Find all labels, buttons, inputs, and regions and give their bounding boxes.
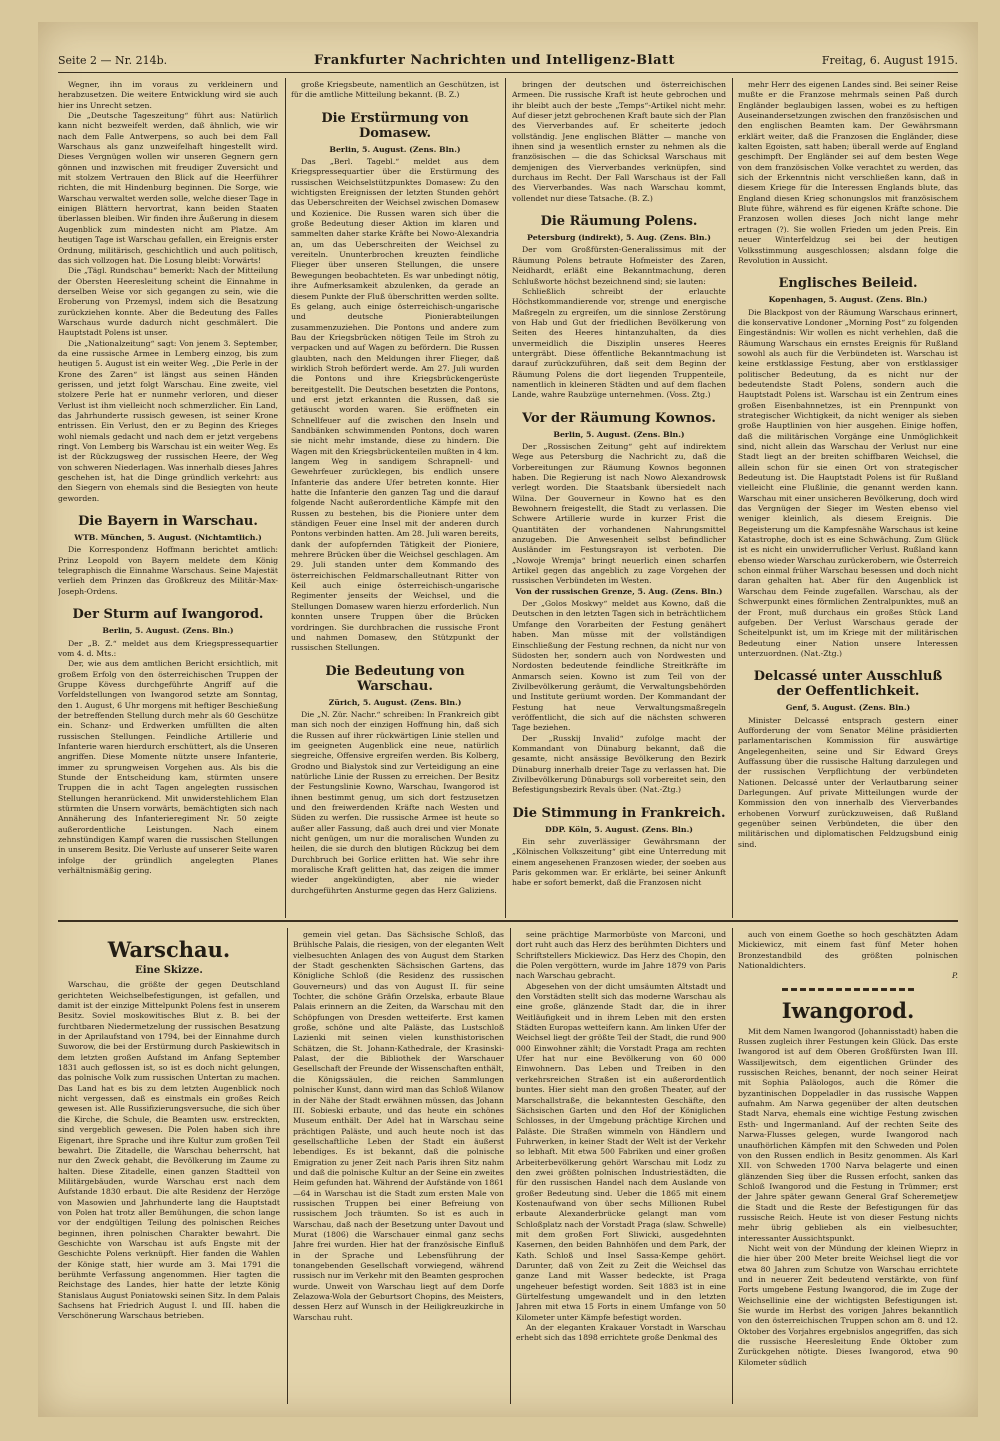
paragraph: auch von einem Goethe so hoch geschätzten Adam Mickiewicz, mit einem fast fünf Meter hohen Bronzestandbild des größten polnischen Nationaldichters. bbox=[738, 930, 958, 971]
column-3 bbox=[512, 80, 726, 916]
paragraph: An der eleganten Krakauer Vorstadt in Warschau erhebt sich das 1898 errichtete große Denkmal des bbox=[516, 1323, 726, 1343]
dateline: Berlin, 5. August. (Zens. Bln.) bbox=[553, 429, 685, 439]
column-rule bbox=[732, 78, 733, 918]
dateline: WTB. München, 5. August. (Nichtamtlich.) bbox=[74, 533, 262, 543]
paragraph: große Kriegsbeute, namentlich an Geschützen, ist für die amtliche Mitteilung bekannt. (B. Z.) bbox=[291, 80, 499, 100]
paragraph: Die „N. Zür. Nachr.“ schreiben: In Frankreich gibt man sich noch der einzigen Hoffnung hin, daß sich die Russen auf ihrer rückwärtigen Linie stellen und im geeigneten Augenblick eine neue, natürlich siegreiche, Offensive ergreifen werden. Bis Kolberg, Grodno und Bialystok sind zur Verteidigung an eine natürliche Linie der Russen zu erreichen. Der Besitz der Festungslinie Kowno, Warschau, Iwangorod ist ihnen bestimmt genug, um sich dort festzusetzen und den freiwerdenden Kräfte nach Westen und Süden zu werfen. Die russische Armee ist heute so außer aller Fassung, daß auch drei und vier Monate nicht genügen, um nur die moralischen Wunden zu heilen, die sie durch den blutigen Rückzug bei dem Durchbruch bei Gorlice erlitten hat. Wie sehr ihre moralische Kraft gelitten hat, das zeigen die immer wieder angekündigten, aber nie wieder durchgeführten Ansturme gegen das Herz Galiziens. bbox=[291, 709, 499, 895]
column-1 bbox=[58, 80, 278, 916]
paragraph: bringen der deutschen und österreichischen Armeen. Die russische Kraft ist heute gebrochen und ihr bleibt auch der beste „Temps“-Artikel nicht mehr. Auf dieser jetzt gebrochenen Kraft baute sich der Plan des Vierverbandes auf. Er scheiterte jedoch vollständig. Jene englischen Blätter — manche von ihnen sind ja wesentlich ernster zu nehmen als die französischen — die das Schicksal Warschaus mit demjenigen des Vierverbandes verknüpfen, sind durchaus im Recht. Der Fall Warschaus ist der Fall des Vierverbandes. Was nach Warschau kommt, vollendet nur diese Tatsache. (B. Z.) bbox=[512, 80, 726, 203]
feature-subheadline: Eine Skizze. bbox=[135, 965, 203, 976]
paragraph: Das „Berl. Tagebl.“ meldet aus dem Kriegspressequartier über die Erstürmung des russischen Weichselstützpunktes Domasew: Zu den wichtigsten Ereignissen der letzten Stunden gehört das Ueberschreiten der Weichsel zwischen Domasew und Kozienice. Die Russen waren sich über die große Bedeutung dieser Aktion im klaren und sammelten daher starke Kräfte bei Nowo-Alexandria an, um das Ueberschreiten der Weichsel zu vereiteln. Ununterbrochen kreuzten feindliche Flieger über unseren Stellungen, die unsere Bewegungen beobachteten. Es war unbedingt nötig, ihre Aufmerksamkeit abzulenken, da gerade an diesem Punkte der Fluß überschritten werden sollte. Es gelang, auch einige österreichisch-ungarische und deutsche Pionierabteilungen zusammenzuziehen. Die Pontons und andere zum Bau der Kriegsbrücken nötigen Teile im Stroh zu verpacken und auf Wagen zu befördern. Die Russen glaubten, nach den Meldungen ihrer Flieger, daß wirklich Stroh befördert werde. Am 27. Juli wurden die Pontons und ihre Kriegsbrückengerüste bereitgestellt. Die Deutschen besetzten die Pontons, und erst jetzt erkannten die Russen, daß sie getäuscht worden waren. Sie eröffneten ein Schnellfeuer auf die zwischen den Inseln und Sandbänken schwimmenden Pontons, doch waren sie nicht mehr imstande, diese zu hindern. Die Wagen mit den Kriegsbrückenteilen mußten in 4 km. langem Weg in sandigem Schrapnell- und Gewehrfeuer zurücklegen, bis endlich unsere Infanterie das andere Ufer betreten konnte. Hier hatte die Infanterie den ganzen Tag und die darauf folgende Nacht außerordentliche Kämpfe mit den Russen zu bestehen, bis die Pioniere unter dem ständigen Feuer eine Insel mit der anderen durch Pontons verbinden hatten. Am 28. Juli waren bereits, dank der aufopfernden Tätigkeit der Pioniere, mehrere Brücken über die Weichsel geschlagen. Am 29. Juli standen unter dem Kommando des österreichischen Feldmarschalleutnant Ritter von Keil auch einige österreichisch-ungarische Regimenter jenseits der Weichsel, und die Stellungen Domasew waren hierzu erforderlich. Nun konnten unsere Truppen über die Brücken vordringen. Sie durchbrachen die russische Front und nahmen Domasew, den Stützpunkt der russischen Stellungen. bbox=[291, 157, 499, 653]
column-rule bbox=[505, 78, 506, 918]
paragraph: Nicht weit von der Mündung der kleinen Wieprz in die hier über 200 Meter breite Weichsel liegt die vor etwa 80 Jahren zum Schutze von Warschau errichtete und in neuerer Zeit bedeutend verstärkte, von fünf Forts umgebene Festung Iwangorod, die im Zuge der Weichsellinie eine der wichtigsten Befestigungen ist. Sie wurde im Herbst des vorigen Jahres bekanntlich von den österreichischen Truppen schon am 8. und 12. Oktober des Vorjahres ergebnislos angegriffen, das sich die russische Heeresleitung Ende Oktober zum Zurückgehen nötigte. Dieses Iwangorod, etwa 90 Kilometer südlich bbox=[738, 1243, 958, 1367]
dateline: Berlin, 5. August. (Zens. Bln.) bbox=[102, 626, 234, 636]
column-rule bbox=[732, 928, 733, 1404]
article-headline: Die Erstürmung von Domasew. bbox=[321, 110, 469, 141]
paragraph: Die „Nationalzeitung“ sagt: Von jenem 3. September, da eine russische Armee in Lemberg einzog, bis zum heutigen 5. August ist ein weiter Weg. „Die Perle in der Krone des Zaren“ ist längst aus seinen Händen gerissen, und jetzt folgt Warschau. Eine zweite, viel stolzere Perle hat er nunmehr verloren, und dieser Verlust ist ihm vielleicht noch schmerzlicher. Ein Land, das Jahrhunderte russisch gewesen, ist seiner Krone entrissen. Ein Verlust, den er zu Beginn des Krieges wohl niemals gedacht und nach dem er jetzt vergebens ringt. Von Lemberg bis Warschau ist ein weiter Weg. Es ist der Rückzugsweg der russischen Heere, der Weg von schweren Niederlagen. Was innerhalb dieses Jahres geschehen ist, hat die Dinge gründlich verkehrt: aus den Siegern von ehemals sind die Besiegten von heute geworden. bbox=[58, 338, 278, 503]
article-headline: Delcassé unter Ausschluß bbox=[753, 669, 943, 685]
article-headline-continued: der Oeffentlichkeit. bbox=[776, 684, 920, 700]
author-signature: P. bbox=[951, 971, 958, 981]
article-headline: Englisches Beileid. bbox=[778, 276, 918, 292]
paragraph: Schließlich schreibt der erlauchte Höchstkommandierende vor, strenge und energische Maßregeln zu ergreifen, um die sinnlose Zerstörung von Hab und Gut der friedlichen Bevölkerung von Seiten des Heeres hintanzuhalten, da dies unvermeidlich die Disziplin unseres Heeres untergräbt. Diese öffentliche Bekanntmachung ist darauf zurückzuführen, daß seit dem Beginn der Räumung Polens die dort liegenden Truppenteile, namentlich in kleineren Städten und auf dem flachen Lande, wahre Raubzüge unternehmen. (Voss. Ztg.) bbox=[512, 286, 726, 400]
paragraph: Minister Delcassé entsprach gestern einer Aufforderung der vom Senator Méline präsidierten parlamentarischen Kommission für auswärtige Angelegenheiten, seine und Sir Edward Greys Auffassung über die russische Haltung darzulegen und der russischen Verpflichtung der verbündeten Nationen. Delcassé unter der Verlautbarung seiner Darlegungen. Auf private Mitteilungen wurde der Kommission den von innerhalb des Vierverbandes erhobenen Vorwurf zurückzuweisen, daß Rußland gegenüber seinen Verbündeten, die über den militärischen und diplomatischen Feldzugsbund einig sind. bbox=[738, 715, 958, 849]
paragraph: Der „Rossischen Zeitung“ geht auf indirektem Wege aus Petersburg die Nachricht zu, daß die Vorbereitungen zur Räumung Kownos begonnen haben. Die Regierung ist nach Nowo Alexandrowsk verlegt worden. Die Staatsbank übersiedelt nach Wilna. Der Gouverneur in Kowno hat es den Bewohnern freigestellt, die Stadt zu verlassen. Die Schwere Artillerie wurde in kurzer Frist die Quantitäten der vorhandenen Nahrungsmittel anzugeben. Die Anwesenheit selbst befindlicher Ausländer im Festungsrayon ist verboten. Die „Nowoje Wremja“ bringt neuerlich einen scharfen Artikel gegen das angeblich zu zage Vorgehen der russischen Verbündeten im Westen. bbox=[512, 441, 726, 586]
dateline: Berlin, 5. August. (Zens. Bln.) bbox=[329, 144, 461, 154]
dateline: Kopenhagen, 5. August. (Zens. Bln.) bbox=[768, 295, 928, 305]
column-rule bbox=[285, 78, 286, 918]
feature-headline: Warschau. bbox=[107, 937, 231, 962]
dateline: Genf, 5. August. (Zens. Bln.) bbox=[785, 703, 911, 713]
paragraph: seine prächtige Marmorbüste von Marconi, und dort ruht auch das Herz des berühmten Dichters und Schriftstellers Mickiewicz. Das Herz des Chopin, den die Polen vergöttern, wurde im Jahre 1879 von Paris nach Warschau gebracht. bbox=[516, 930, 726, 981]
paragraph: Wegner, ihn im voraus zu verkleinern und herabzusetzen. Die weitere Entwicklung wird sie auch hier ins Unrecht setzen. bbox=[58, 80, 278, 110]
masthead: Frankfurter Nachrichten und Intelligenz-Blatt bbox=[314, 52, 675, 68]
paragraph: Der, wie aus dem amtlichen Bericht ersichtlich, mit großem Erfolg von den österreichischen Truppen der Gruppe Kövess durchgeführte Angriff auf die Vorfeldstellungen von Iwangorod setzte am Sonntag, den 1. August, 6 Uhr morgens mit heftiger Beschießung der betreffenden Stellung durch mehr als 60 Geschütze ein. Schanz- und Erdwerken umfüllten die alten russischen Stellungen. Feindliche Artillerie und Infanterie waren hierdurch erschüttert, als die Unseren angriffen. Diese Momente nützte unsere Infanterie, immer zu sprungweisen Vorgehen aus. Als bis die Stunde der Entscheidung kam, stürmten unsere Truppen die in acht Tagen angelegten russischen Stellungen heranrückend. Mit unwiderstehlichem Elan stürmten die Unsern vorwärts, bemächtigten sich nach Annäherung des Infanterieregiment Nr. 50 zeigte außerordentliche Leistungen. Nach einem zehnstündigen Kampf waren die russischen Stellungen in unserem Besitz. Die Verluste auf unserer Seite waren infolge der gründlich angelegten Planes verhältnismäßig gering. bbox=[58, 659, 278, 876]
feature-iwangorod-col bbox=[738, 930, 958, 1404]
column-rule bbox=[510, 928, 511, 1404]
paragraph: Abgesehen von der dicht umsäumten Altstadt und den Vorstädten stellt sich das moderne Warschau als eine große, glänzende Stadt dar, die in ihrer Weitläufigkeit und in ihrem Leben mit den ersten Städten Europas wetteifern kann. Am linken Ufer der Weichsel liegt der größte Teil der Stadt, die rund 900 000 Einwohner zählt; die Vorstadt Praga am rechten Ufer hat nur eine Bevölkerung von 60 000 Einwohnern. Das Leben und Treiben in den verkehrsreichen Straßen ist ein außerordentlich buntes. Hier sieht man den großen Theater, auf der Marschallstraße, die bekanntesten Geschäfte, den Sächsischen Garten und den Hof der Königlichen Schlosses, in der Umgebung prächtige Kirchen und Paläste. Die Straßen wimmeln von Händlern und Fuhrwerken, in keiner Stadt der Welt ist der Verkehr so lebhaft. Mit etwa 500 Fabriken und einer großen Arbeiterbevölkerung gehört Warschau mit Lodz zu den zwei größten polnischen Industriestädten, die für den russischen Handel nach dem Auslande von großer Bedeutung sind. Ueber die 1865 mit einem Kostenaufwand von über sechs Millionen Rubel erbaute Alexanderbrücke gelangt man vom Schloßplatz nach der Vorstadt Praga (slaw. Schwelle) mit dem großen Fort Sliwicki, ausgedehnten Kasernen, den beiden Bahnhöfen und dem Park, der Kath. Schloß und Insel Sassa-Kempe gehört. Darunter, daß von Zeit zu Zeit die Weichsel das ganze Land mit Wasser bedeckte, ist Praga ungeheuer befestigt worden. Seit 1883 ist in eine Gürtelfestung umgewandelt und in den letzten Jahren mit etwa 15 Forts in einem Umfange von 50 Kilometer unter Kämpfe befestigt worden. bbox=[516, 981, 726, 1322]
article-headline: Die Stimmung in Frankreich. bbox=[512, 805, 726, 821]
paragraph: Der „B. Z.“ meldet aus dem Kriegspressequartier vom 4. d. Mts.: bbox=[58, 638, 278, 658]
paragraph: Mit dem Namen Iwangorod (Johannisstadt) haben die Russen zugleich ihrer Festungen kein Glück. Das erste Iwangorod ist auf dem Oberen Großfürsten Iwan III. Wassiljewitsch, dem eigentlichen Gründer des russischen Reiches, benannt, der noch seiner Heirat mit Sophia Paläologos, auch die Römer die byzantinischen Doppeladler in das russische Wappen aufnahm. Am Narwa gegenüber der alten deutschen Stadt Narva, ehemals eine wichtige Festung zwischen Esth- und Ingermanland. Auf der rechten Seite des Narwa-Flusses gelegen, wurde Iwangorod nach unaufhörlichen Kämpfen mit den Schweden und Polen von den Russen endlich in Besitz genommen. Als Karl XII. von Schweden 1700 Narva belagerte und einen glänzenden Sieg über die Russen erfocht, sanken das Schloß Iwangorod und die Festung in Trümmer; erst der Jahre später gewann General Graf Scheremetjew die Stadt und die Reste der Befestigungen für das russische Reich. Heute ist von dieser Festung nichts mehr übrig geblieben als ein vielbesuchter, interessanter Aussichtspunkt. bbox=[738, 1026, 958, 1243]
paragraph: Ein sehr zuverlässiger Gewährsmann der „Kölnischen Volkszeitung“ gibt eine Unterredung mit einem angesehenen Franzosen wieder, der soeben aus Paris gekommen war. Er erklärte, bei seiner Ankunft habe er sofort bemerkt, daß die Franzosen nicht bbox=[512, 837, 726, 888]
column-rule bbox=[287, 928, 288, 1404]
paragraph: Die „Deutsche Tageszeitung“ führt aus: Natürlich kann nicht bezweifelt werden, daß ähnlich, wie wir nach dem Falle Antwerpens, so auch bei dem Fall Warschaus als ganz unzweifelhaft hingestellt wird. Dieses Vergnügen wollen wir unseren Gegnern gern gönnen und inzwischen mit freudiger Zuversicht und mit stolzem Vertrauen den Blick auf die Heerführer richten, die mit Hindenburg beginnen. Die Sorge, wie Warschau verwaltet werden solle, welche dieser Tage in einigen Blättern hervortrat, kann beiden Staaten überlassen bleiben. Wir finden ihre Äußerung in diesem Augenblick zum mindesten nicht am Platze. Am heutigen Tage ist Warschau gefallen, ein Ereignis erster Ordnung, militärisch, geschichtlich und auch politisch, das sich vollzogen hat. Die Losung bleibt: Vorwärts! bbox=[58, 111, 278, 265]
paragraph: gemein viel getan. Das Sächsische Schloß, das Brühlsche Palais, die riesigen, von der eleganten Welt vielbesuchten Anlagen des von August dem Starken der Stadt geschenkten Sächsischen Gartens, das Königliche Schloß (die Residenz des russischen Gouverneurs) und das von August II. für seine Tochter, die schöne Gräfin Orzelska, erbaute Blaue Palais erinnern an die Zeiten, da Warschau mit den Schöpfungen von Dresden wetteiferte. Erst kamen große, schöne und alte Paläste, das Lustschloß Lazienki mit seinen vielen kunsthistorischen Schätzen, die St. Johann-Kathedrale, der Krasinski-Palast, der die Bibliothek der Warschauer Gesellschaft der Freunde der Wissenschaften enthält, die Königssäulen, die reichen Sammlungen polnischer Kunst, dann wird man das Schloß Wilanow in der Nähe der Stadt erwähnen müssen, das Johann III. Sobieski erbaute, und das heute ein schönes Museum enthält. Der Adel hat in Warschau seine prächtigen Paläste, und auch heute noch ist das gesellschaftliche Leben der Stadt ein äußerst lebendiges. Es ist bekannt, daß die polnische Emigration zu jener Zeit nach Paris ihren Sitz nahm und daß die polnische Kultur an der Seine ein zweites Heim gefunden hat. Während der Aufstände von 1861—64 in Warschau ist die Stadt zum ersten Male von russischen Truppen bei einer Befreiung von russischem Joch träumten. So ist es auch in Warschau, daß nach der Besetzung unter Davout und Murat (1806) die Warschauer einmal ganz sechs Jahre frei wurden. Hier hat der französische Einfluß in der Sprache und Lebensführung der tonangebenden Gesellschaft vorwiegend, während russisch nur im Verkehr mit den Beamten gesprochen wurde. Unweit von Warschau liegt auf dem Dorfe Zelazowa-Wola der Geburtsort Chopins, des Meisters, dessen Herz auf Wunsch in der Heiligkreuzkirche in Warschau ruht. bbox=[293, 930, 504, 1322]
dateline: Von der russischen Grenze, 5. Aug. (Zens. Bln.) bbox=[515, 586, 723, 596]
article-headline: Die Räumung Polens. bbox=[540, 214, 698, 230]
issue-date: Freitag, 6. August 1915. bbox=[821, 53, 958, 67]
column-2 bbox=[291, 80, 499, 916]
paragraph: Die „Tägl. Rundschau“ bemerkt: Nach der Mitteilung der Obersten Heeresleitung scheint die Einnahme in derselben Weise vor sich gegangen zu sein, wie die Eroberung von Przemysl, indem sich die Besatzung zurückziehen konnte. Aber die Bedeutung des Falles Warschaus wurde dadurch nicht geschmälert. Die Hauptstadt Polens ist unser. bbox=[58, 266, 278, 338]
feature-warschau-col2 bbox=[293, 930, 504, 1404]
section-rule bbox=[58, 920, 958, 922]
paragraph: Der vom Großfürsten-Generalissimus mit der Räumung Polens betraute Hofmeister des Zaren, Neidhardt, erläßt eine Bekanntmachung, deren Schlußworte höchst bezeichnend sind; sie lauten: bbox=[512, 245, 726, 286]
article-headline: Der Sturm auf Iwangorod. bbox=[72, 607, 264, 623]
article-headline: Vor der Räumung Kownos. bbox=[522, 410, 716, 426]
ornament-rule bbox=[782, 988, 914, 991]
article-headline: Die Bedeutung von Warschau. bbox=[325, 663, 465, 694]
paragraph: Der „Golos Moskwy“ meldet aus Kowno, daß die Deutschen in den letzten Tagen sich in beträchtlichem Umfange den Vorarbeiten der Festung genähert haben. Man müsse mit der vollständigen Einschließung der Festung rechnen, da nicht nur von Südosten her, sondern auch von Nordwesten und Nordosten bedeutende feindliche Streitkräfte im Anmarsch seien. Kowno ist zum Teil von der Zivilbevölkerung geräumt, die Verwaltungsbehörden und Institute gerüumt worden. Der Kommandant der Festung hat neue Verwaltungsmaßregeln veröffentlicht, die sich auf die nächsten schweren Tage beziehen. bbox=[512, 599, 726, 733]
feature-headline: Iwangorod. bbox=[781, 997, 915, 1023]
feature-warschau-col1 bbox=[58, 930, 280, 1404]
paragraph: Der „Russkij Invalid“ zufolge macht der Kommandant von Dünaburg bekannt, daß die gesamte, nicht ansässige Bevölkerung den Bezirk Dünaburg innerhalb dreier Tage zu verlassen hat. Die Zivilbevölkerung Dünaburgs soll vorbereitet sein, den Befestigungsbezirk Revals über. (Nat.-Ztg.) bbox=[512, 733, 726, 795]
paragraph: Warschau, die größte der gegen Deutschland gerichteten Weichselbefestigungen, ist gefallen, und damit ist der einzige Mittelpunkt Polens fest in unserem Besitz. Soviel moskowitisches Blut z. B. bei der furchtbaren Niedermetzelung der russischen Besatzung in der Aprilaufstand von 1794, bei der Einnahme durch Suworow, die bei der Erstürmung durch Paskiewitsch in dem letzten großen Aufstand im Anfang September 1831 auch geflossen ist, so ist es doch nicht gelungen, das polnische Volk zum russischen Untertan zu machen. Das Land hat es bis zu dem letzten Augenblick noch nicht vergessen, daß es einstmals ein großes Reich gewesen ist. Alle Russifizierungsversuche, die sich über die Kirche, die Schule, die Beamten usw. erstreckten, sind vergeblich gewesen. Die Polen haben sich ihre Eigenart, ihre Sprache und ihre Kultur zum großen Teil bewahrt. Die Zitadelle, die Warschau beherrscht, hat nur den Zweck gehabt, die Bevölkerung im Zaume zu halten. Diese Zitadelle, einen ganzen Stadtteil von Militärgebäuden, wurde Warschau erst nach dem Aufstande 1830 erbaut. Die alte Residenz der Herzöge von Masowien und Jahrhunderte lang die Hauptstadt von Polen hat trotz aller Bemühungen, die schon lange vor der endgültigen Teilung des polnischen Reiches beginnen, ihren polnischen Charakter bewahrt. Die Geschichte von Warschau ist aufs Engste mit der Geschichte Polens verknüpft. Hier fanden die Wahlen der Könige statt, hier wurde am 3. Mai 1791 die berühmte Verfassung angenommen. Hier tagten die Reichstage des Landes, hier hatte der letzte König Stanislaus August Poniatowski seinen Sitz. In dem Palais Sachsens hat Friedrich August I. und III. haben die Verschönerung Warschaus betrieben. bbox=[58, 980, 280, 1321]
dateline: DDP. Köln, 5. August. (Zens. Bln.) bbox=[545, 824, 693, 834]
dateline: Zürich, 5. August. (Zens. Bln.) bbox=[328, 697, 462, 707]
newspaper-page bbox=[38, 22, 978, 1417]
dateline: Petersburg (indirekt), 5. Aug. (Zens. Bln.) bbox=[527, 233, 711, 243]
paragraph: Die Korrespondenz Hoffmann berichtet amtlich: Prinz Leopold von Bayern meldete dem König telegraphisch die Einnahme Warschaus. Seine Majestät verlieh dem Prinzen das Großkreuz des Militär-Max-Joseph-Ordens. bbox=[58, 545, 278, 596]
page-number: Seite 2 — Nr. 214b. bbox=[58, 53, 168, 67]
column-4 bbox=[738, 80, 958, 916]
page-header bbox=[58, 48, 958, 73]
article-headline: Die Bayern in Warschau. bbox=[78, 514, 258, 530]
paragraph: Die Blackpost von der Räumung Warschaus erinnert, die konservative Londoner „Morning Post“ zu folgenden Eingeständnis: Wir wollen es nicht verhehlen, daß die Räumung Warschaus ein ernstes Ereignis für Rußland sowohl als auch für die Verbündeten ist. Warschau ist keine erstklassige Festung, aber von erstklassiger politischer Bedeutung, da es nicht nur der bedeutendste Stadt Polens, sondern auch die Hauptstadt Polens ist. Warschau ist ein Zentrum eines großen Eisenbahnnetzes, ist ein Prennpunkt von strategischer Wichtigkeit, da nicht weniger als sieben große Hauptlinien von hier ausgehen. Einige hoffen, daß die militärischen Vorgänge eine Unmöglichkeit sind, nicht allein das Warschau der Verlust nur eine Stadt liegt an der breiten schiffbaren Weichsel, die allein schon für sie einen Ort von strategischer Bedeutung ist. Die Hauptstadt Polens ist für Rußland vielleicht eine Flußlinie, die genannt werden kann. Warschau mit einer unsicheren Bevölkerung, doch wird das Vergnügen der Sieger im Westen ebenso viel weniger kleinlich, als diesem Ereignis. Die Begeisterung um die Kampfesnähe Warschaus ist keine Katastrophe, doch ist es eine Schwächung. Zum Glück ist es nicht ein unwiderruflicher Verlust. Rußland kann ebenso wieder Warschau zurückerobern, wie Österreich schon einmal früher Warschau besessen und doch nicht daran gehalten hat. Aber für den Augenblick ist Warschau dem Feinde zugefallen. Warschau, als der Schwerpunkt eines förmlichen Zentralpunktes, muß an der Front, muß durchaus ein großes Stück Land aufgeben. Der Verlust Warschaus gerade der Scheitelpunkt ist, um im Kriege mit der militärischen Bedeutung einer Nation unsere Interessen unterzuordnen. (Nat.-Ztg.) bbox=[738, 307, 958, 658]
feature-warschau-col3 bbox=[516, 930, 726, 1404]
paragraph: mehr Herr des eigenen Landes sind. Bei seiner Reise mußte er die Franzose mehrmals seinen Paß durch Engländer beglaubigen lassen, wobei es zu heftigen Auseinandersetzungen zwischen den französischen und den englischen Beamten kam. Der Gewährsmann erklärt weiter, daß die Franzosen die Engländer, diese kalten Egoisten, satt haben; überall werde auf England geschimpft. Der Engländer sei auf dem besten Wege von dem französischen Volke verachtet zu werden, das sich der Erkenntnis nicht verschließen kann, daß in diesem Kriege für die Interessen Englands blute, das England diesen Krieg schonungslos mit französischem Blute führe, während es für eigenen Kräfte schone. Die Franzosen wollen dieses Joch nicht lange mehr ertragen (?). Sie wollen Frieden um jeden Preis. Ein neuer Winterfeldzug sei bei der heutigen Volksstimmung ausgeschlossen; alsdann folge die Revolution in Aussicht. bbox=[738, 80, 958, 265]
